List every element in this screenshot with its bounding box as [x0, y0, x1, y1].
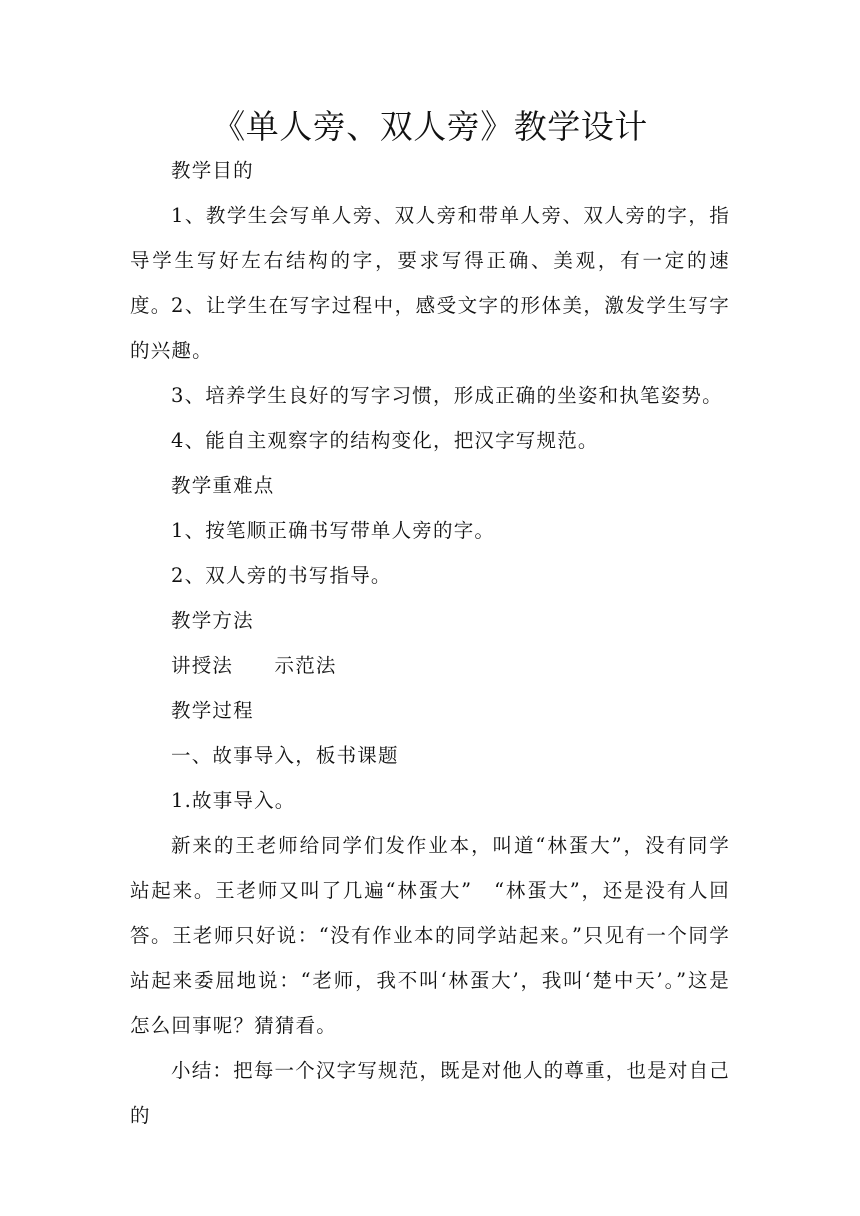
process-step-heading: 一、故事导入，板书课题	[171, 744, 399, 767]
objective-2: 2、让学生在写字过程中，感受文字的形体美，激发学生写字的兴趣。	[130, 294, 730, 362]
section-heading-objectives: 教学目的	[171, 159, 254, 182]
methods-list: 讲授法 示范法	[171, 654, 337, 677]
document-title: 《单人旁、双人旁》教学设计	[212, 107, 648, 146]
key-point-2: 2、双人旁的书写指导。	[171, 564, 392, 587]
objective-3: 3、培养学生良好的写字习惯，形成正确的坐姿和执笔姿势。	[171, 384, 723, 407]
section-heading-key-points: 教学重难点	[171, 474, 275, 497]
summary-paragraph: 小结：把每一个汉字写规范，既是对他人的尊重，也是对自己的	[130, 1059, 730, 1127]
process-substep: 1.故事导入。	[171, 789, 296, 812]
objective-1: 1、教学生会写单人旁、双人旁和带单人旁、双人旁的字，指导学生写好左右结构的字，要求写得正确、美观，有一定的速度。	[130, 204, 730, 317]
key-point-1: 1、按笔顺正确书写带单人旁的字。	[171, 519, 496, 542]
section-heading-methods: 教学方法	[171, 609, 254, 632]
objective-4: 4、能自主观察字的结构变化，把汉字写规范。	[171, 429, 599, 452]
section-heading-process: 教学过程	[171, 699, 254, 722]
story-paragraph: 新来的王老师给同学们发作业本，叫道“林蛋大”，没有同学站起来。王老师又叫了几遍“林蛋大” “林蛋大”，还是没有人回答。王老师只好说：“没有作业本的同学站起来。”只见有一个同学站起来委屈地说：“老师，我不叫‘林蛋大’，我叫‘楚中天’。”这是怎么回事呢？猜猜看。	[130, 834, 730, 1037]
